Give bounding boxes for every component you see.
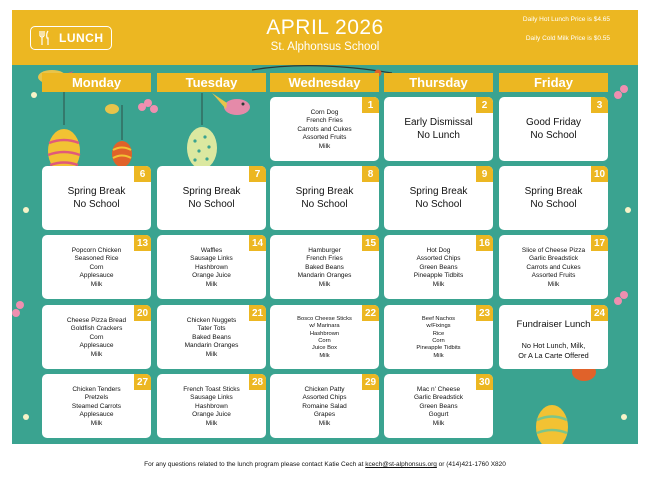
footer-text: For any questions related to the lunch program please contact Katie Cech at xyxy=(144,461,366,468)
notice-line: No School xyxy=(530,199,577,210)
menu-item: French Fries xyxy=(306,255,343,263)
menu-item: Assorted Fruits xyxy=(531,272,576,280)
day-cell xyxy=(42,235,151,299)
school-name: St. Alphonsus School xyxy=(270,41,380,53)
header-banner xyxy=(12,10,638,65)
date-badge: 24 xyxy=(591,305,608,321)
menu-item: Milk xyxy=(318,142,331,150)
menu-item: Corn xyxy=(318,338,331,344)
menu-item: Milk xyxy=(90,280,103,288)
menu-item: Steamed Carrots xyxy=(71,402,122,410)
day-header-friday: Friday xyxy=(499,73,608,92)
menu-item: Goldfish Crackers xyxy=(70,325,123,333)
menu-items xyxy=(46,310,147,366)
date-badge: 28 xyxy=(249,374,266,390)
menu-item: Pineapple Tidbits xyxy=(413,272,464,280)
notice-line: Early Dismissal xyxy=(404,117,473,128)
menu-item: Chicken Nuggets xyxy=(186,316,237,324)
menu-item: Chicken Tenders xyxy=(72,385,121,393)
day-header-monday: Monday xyxy=(42,73,151,92)
date-badge: 29 xyxy=(362,374,379,390)
menu-item: Mandarin Oranges xyxy=(184,342,239,350)
menu-items xyxy=(161,379,262,435)
menu-item: Sausage Links xyxy=(190,255,233,263)
notice-line: Spring Break xyxy=(182,186,241,197)
menu-item: Corn Dog xyxy=(310,108,339,116)
day-header-wednesday: Wednesday xyxy=(270,73,379,92)
date-badge: 20 xyxy=(134,305,151,321)
day-cell xyxy=(384,374,493,438)
notice-line: No School xyxy=(188,199,235,210)
menu-item: Seasoned Rice xyxy=(74,255,119,263)
menu-item: Milk xyxy=(433,352,444,359)
menu-items xyxy=(46,379,147,435)
menu-item: Assorted Chips xyxy=(416,255,461,263)
menu-item: Mac n' Cheese xyxy=(416,385,461,393)
page-title: APRIL 2026 xyxy=(266,16,384,39)
menu-items xyxy=(388,240,489,296)
menu-items xyxy=(388,310,489,366)
menu-item: Romaine Salad xyxy=(302,402,347,410)
menu-item: Hashbrown xyxy=(195,402,228,410)
notice-line: No Hot Lunch, Milk, xyxy=(521,341,586,350)
menu-item: Assorted Fruits xyxy=(302,134,347,142)
footer-phone: or (414)421-1760 X820 xyxy=(436,461,506,468)
day-cell xyxy=(270,97,379,161)
notice xyxy=(503,97,604,161)
fundraiser-note xyxy=(499,341,608,361)
menu-item: Applesauce xyxy=(79,411,114,419)
menu-items xyxy=(46,240,147,296)
date-badge: 7 xyxy=(249,166,266,182)
day-cell xyxy=(42,305,151,369)
day-cell xyxy=(499,305,608,369)
menu-item: Juice Box xyxy=(311,345,338,352)
menu-item: Hamburger xyxy=(308,246,341,254)
date-badge: 16 xyxy=(476,235,493,251)
menu-item: Applesauce xyxy=(79,342,114,350)
date-badge: 9 xyxy=(476,166,493,182)
menu-item: Orange Juice xyxy=(192,411,231,419)
day-cell xyxy=(270,235,379,299)
menu-item: Sausage Links xyxy=(190,394,233,402)
menu-item: Milk xyxy=(205,419,218,427)
notice-line: Spring Break xyxy=(67,186,126,197)
date-badge: 23 xyxy=(476,305,493,321)
menu-item: Hashbrown xyxy=(309,330,340,337)
fundraiser-title: Fundraiser Lunch xyxy=(516,319,591,330)
notice-line: No School xyxy=(73,199,120,210)
bird-icon xyxy=(105,104,119,114)
menu-item: Mandarin Oranges xyxy=(297,272,352,280)
logo-label: LUNCH xyxy=(59,31,104,45)
day-cell xyxy=(499,97,608,161)
hot-lunch-price: Daily Hot Lunch Price is $4.65 xyxy=(522,16,610,23)
menu-item: Milk xyxy=(432,280,445,288)
easter-egg-icon xyxy=(536,405,568,444)
menu-item: Carrots and Cukes xyxy=(297,125,352,133)
notice-line: No School xyxy=(530,130,577,141)
menu-items xyxy=(274,102,375,158)
menu-item: Milk xyxy=(319,352,330,359)
day-header-tuesday: Tuesday xyxy=(157,73,266,92)
cold-milk-price: Daily Cold Milk Price is $0.55 xyxy=(525,35,610,42)
date-badge: 27 xyxy=(134,374,151,390)
fork-knife-icon xyxy=(35,29,53,47)
menu-item: Milk xyxy=(432,419,445,427)
notice-line: Spring Break xyxy=(295,186,354,197)
notice-line: Spring Break xyxy=(524,186,583,197)
menu-items xyxy=(274,379,375,435)
date-badge: 2 xyxy=(476,97,493,113)
day-cell xyxy=(157,374,266,438)
day-cell xyxy=(499,166,608,230)
date-badge: 22 xyxy=(362,305,379,321)
notice-line: Good Friday xyxy=(525,117,582,128)
menu-item: Beef Nachos xyxy=(421,316,456,323)
day-cell xyxy=(384,97,493,161)
menu-item: Baked Beans xyxy=(305,263,344,271)
menu-item: Orange Juice xyxy=(192,272,231,280)
menu-item: Popcorn Chicken xyxy=(71,246,122,254)
menu-item: Hot Dog xyxy=(426,246,451,254)
menu-item: Chicken Patty xyxy=(304,385,345,393)
date-badge: 3 xyxy=(591,97,608,113)
menu-item: Milk xyxy=(90,419,103,427)
menu-items xyxy=(161,240,262,296)
notice xyxy=(161,166,262,230)
menu-item: w/ Marinara xyxy=(309,323,340,330)
day-cell xyxy=(499,235,608,299)
day-cell xyxy=(270,374,379,438)
day-cell xyxy=(270,166,379,230)
lunch-logo xyxy=(30,26,112,50)
menu-item: Milk xyxy=(318,280,331,288)
menu-item: Milk xyxy=(90,350,103,358)
day-cell xyxy=(384,305,493,369)
menu-item: Green Beans xyxy=(419,263,458,271)
date-badge: 13 xyxy=(134,235,151,251)
menu-item: Corn xyxy=(89,263,104,271)
menu-item: Assorted Chips xyxy=(302,394,347,402)
menu-item: Slice of Cheese Pizza xyxy=(521,246,586,254)
menu-item: Cheese Pizza Bread xyxy=(66,316,127,324)
menu-item: Pineapple Tidbits xyxy=(416,345,461,352)
menu-item: Garlic Breadstick xyxy=(528,255,579,263)
date-badge: 10 xyxy=(591,166,608,182)
menu-item: French Toast Sticks xyxy=(183,385,240,393)
date-badge: 8 xyxy=(362,166,379,182)
menu-items xyxy=(388,379,489,435)
day-cell xyxy=(157,305,266,369)
menu-item: Grapes xyxy=(313,411,336,419)
notice-line: No School xyxy=(301,199,348,210)
footer-contact xyxy=(0,461,650,468)
notice xyxy=(388,97,489,161)
day-cell xyxy=(384,235,493,299)
menu-item: Milk xyxy=(205,350,218,358)
day-cell xyxy=(42,166,151,230)
date-badge: 1 xyxy=(362,97,379,113)
menu-item: Tater Tots xyxy=(197,325,226,333)
notice xyxy=(274,166,375,230)
menu-item: Applesauce xyxy=(79,272,114,280)
day-cell xyxy=(42,374,151,438)
menu-items xyxy=(274,310,375,366)
menu-item: Rice xyxy=(432,330,445,337)
notice xyxy=(46,166,147,230)
menu-item: Waffles xyxy=(200,246,223,254)
date-badge: 17 xyxy=(591,235,608,251)
menu-item: Gogurt xyxy=(428,411,449,419)
day-cell xyxy=(270,305,379,369)
menu-item: w/Fixings xyxy=(426,323,451,330)
menu-item: Hashbrown xyxy=(195,263,228,271)
date-badge: 15 xyxy=(362,235,379,251)
menu-item: Bosco Cheese Sticks xyxy=(297,316,352,323)
day-cell xyxy=(157,235,266,299)
notice-line: No School xyxy=(415,199,462,210)
menu-item: Green Beans xyxy=(419,402,458,410)
date-badge: 30 xyxy=(476,374,493,390)
menu-item: Corn xyxy=(89,333,104,341)
easter-egg-icon xyxy=(187,127,217,169)
notice-line: No Lunch xyxy=(417,130,460,141)
menu-items xyxy=(274,240,375,296)
menu-item: French Fries xyxy=(306,117,343,125)
notice xyxy=(388,166,489,230)
menu-item: Carrots and Cukes xyxy=(526,263,581,271)
menu-item: Garlic Breadstick xyxy=(413,394,464,402)
menu-item: Baked Beans xyxy=(192,333,231,341)
notice-line: Or A La Carte Offered xyxy=(518,351,589,360)
date-badge: 14 xyxy=(249,235,266,251)
notice-line: Spring Break xyxy=(409,186,468,197)
date-badge: 6 xyxy=(134,166,151,182)
notice xyxy=(503,166,604,230)
bird-icon xyxy=(212,93,250,115)
menu-item: Milk xyxy=(318,419,331,427)
menu-item: Corn xyxy=(432,338,445,344)
day-cell xyxy=(157,166,266,230)
day-cell xyxy=(384,166,493,230)
day-header-thursday: Thursday xyxy=(384,73,493,92)
contact-email-link[interactable]: kcech@st-alphonsus.org xyxy=(365,461,437,468)
menu-items xyxy=(161,310,262,366)
easter-egg-icon xyxy=(112,141,132,167)
menu-item: Pretzels xyxy=(84,394,109,402)
menu-item: Milk xyxy=(205,280,218,288)
date-badge: 21 xyxy=(249,305,266,321)
menu-item: Milk xyxy=(547,280,560,288)
menu-items xyxy=(503,240,604,296)
